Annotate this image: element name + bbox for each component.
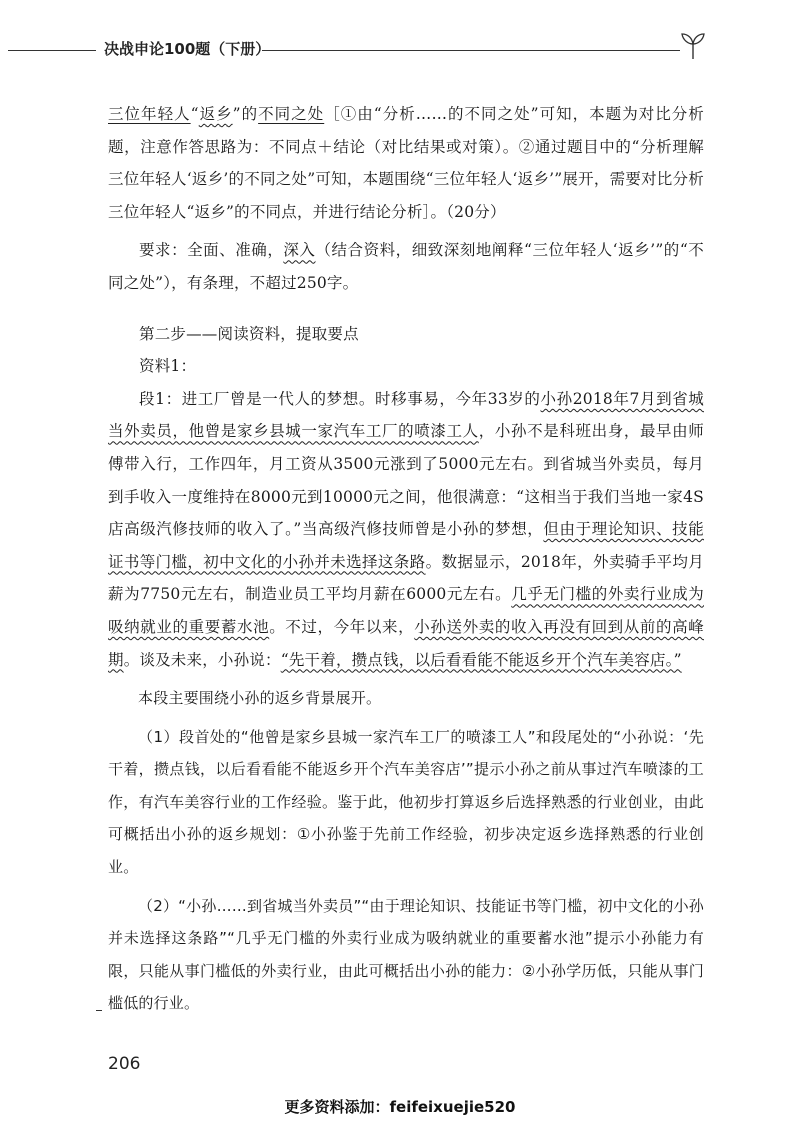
sprout-icon bbox=[680, 30, 706, 60]
underlined-phrase: 不同之处 bbox=[258, 105, 325, 123]
text-run: 。谈及未来，小孙说： bbox=[123, 650, 281, 669]
text-run: “ bbox=[190, 105, 199, 123]
text-run: 。数据显示，2018年，外卖骑手平均月薪为7750元左右，制造业员工平均月薪在6000元左右。 bbox=[108, 552, 704, 604]
footer-note: 更多资料添加：feifeixuejie520 bbox=[284, 1098, 516, 1116]
analysis-summary: 本段主要围绕小孙的返乡背景展开。 bbox=[138, 689, 382, 708]
running-header bbox=[0, 36, 800, 66]
margin-mark bbox=[96, 1010, 102, 1011]
text-run: 。不过，今年以来， bbox=[269, 617, 415, 636]
text-run: （结合资料，细致深刻地阐释“三位年轻人‘返乡’”的“不同之处”），有条理，不超过250字。 bbox=[108, 241, 705, 292]
book-title: 决战申论100题（下册） bbox=[104, 40, 271, 58]
header-rule-right bbox=[262, 50, 680, 51]
text-run: 段1：进工厂曾是一代人的梦想。时移事易，今年33岁的 bbox=[139, 389, 541, 408]
wavy-underlined-phrase: 小孙送外卖的收入再没有回到从前的高峰期 bbox=[108, 617, 704, 669]
wavy-underlined-phrase: 返乡 bbox=[198, 105, 233, 123]
text-run: ［①由“分析……的不同之处”可知，本题为对比分析题，注意作答思路为：不同点＋结论（对比结果或对策）。②通过题目中的“分析理解三位年轻人‘返乡’的不同之处”可知，本题围绕“三位年轻人‘返乡’”展开，需要对比分析三位年轻人“返乡”的不同点，并进行结论分析］。（20分） bbox=[108, 105, 704, 221]
step-heading: 第二步——阅读资料，提取要点 bbox=[139, 324, 359, 343]
wavy-underlined-phrase: “先干着，攒点钱，以后看看能不能返乡开个汽车美容店。” bbox=[280, 650, 682, 669]
question-paragraph bbox=[108, 98, 704, 228]
material-paragraph-1 bbox=[108, 383, 704, 676]
analysis-point-2: （2）“小孙……到省城当外卖员”“由于理论知识、技能证书等门槛，初中文化的小孙并未选择这条路”“几乎无门槛的外卖行业成为吸纳就业的重要蓄水池”提示小孙能力有限，只能从事门槛低的外卖行业，由此可概括出小孙的能力：②小孙学历低，只能从事门槛低的行业。 bbox=[108, 896, 704, 1013]
page-body bbox=[108, 98, 704, 1020]
header-rule-left bbox=[8, 50, 96, 51]
analysis-point-1: （1）段首处的“他曾是家乡县城一家汽车工厂的喷漆工人”和段尾处的“小孙说：‘先干着，攒点钱，以后看看能不能返乡开个汽车美容店’”提示小孙之前从事过汽车喷漆的工作，有汽车美容行业的工作经验。鉴于此，他初步打算返乡后选择熟悉的行业创业，由此可概括出小孙的返乡规划：①小孙鉴于先前工作经验，初步决定返乡选择熟悉的行业创业。 bbox=[108, 727, 704, 877]
wavy-underlined-phrase: 小孙2018年7月到省城当外卖员，他曾是家乡县城一家汽车工厂的喷漆工人 bbox=[108, 389, 704, 441]
wavy-underlined-phrase: 深入 bbox=[283, 241, 316, 260]
material-label: 资料1： bbox=[139, 357, 197, 376]
wavy-underlined-phrase: 但由于理论知识、技能证书等门槛，初中文化的小孙并未选择这条路 bbox=[108, 520, 704, 571]
wavy-underlined-phrase: 几乎无门槛的外卖行业成为吸纳就业的重要蓄水池 bbox=[108, 585, 704, 636]
text-run: ”的 bbox=[232, 105, 259, 123]
text-run: ，小孙不是科班出身，最早由师傅带入行，工作四年，月工资从3500元涨到了5000元左右。到省城当外卖员，每月到手收入一度维持在8000元到10000元之间，他很满意：“这相当于我们当地一家4S店高级汽修技师的收入了。”当高级汽修技师曾是小孙的梦想， bbox=[108, 422, 704, 539]
underlined-phrase: 三位年轻人 bbox=[108, 105, 191, 123]
page-number: 206 bbox=[108, 1054, 141, 1074]
requirements-paragraph bbox=[108, 234, 704, 299]
text-run: 要求：全面、准确， bbox=[139, 241, 284, 260]
